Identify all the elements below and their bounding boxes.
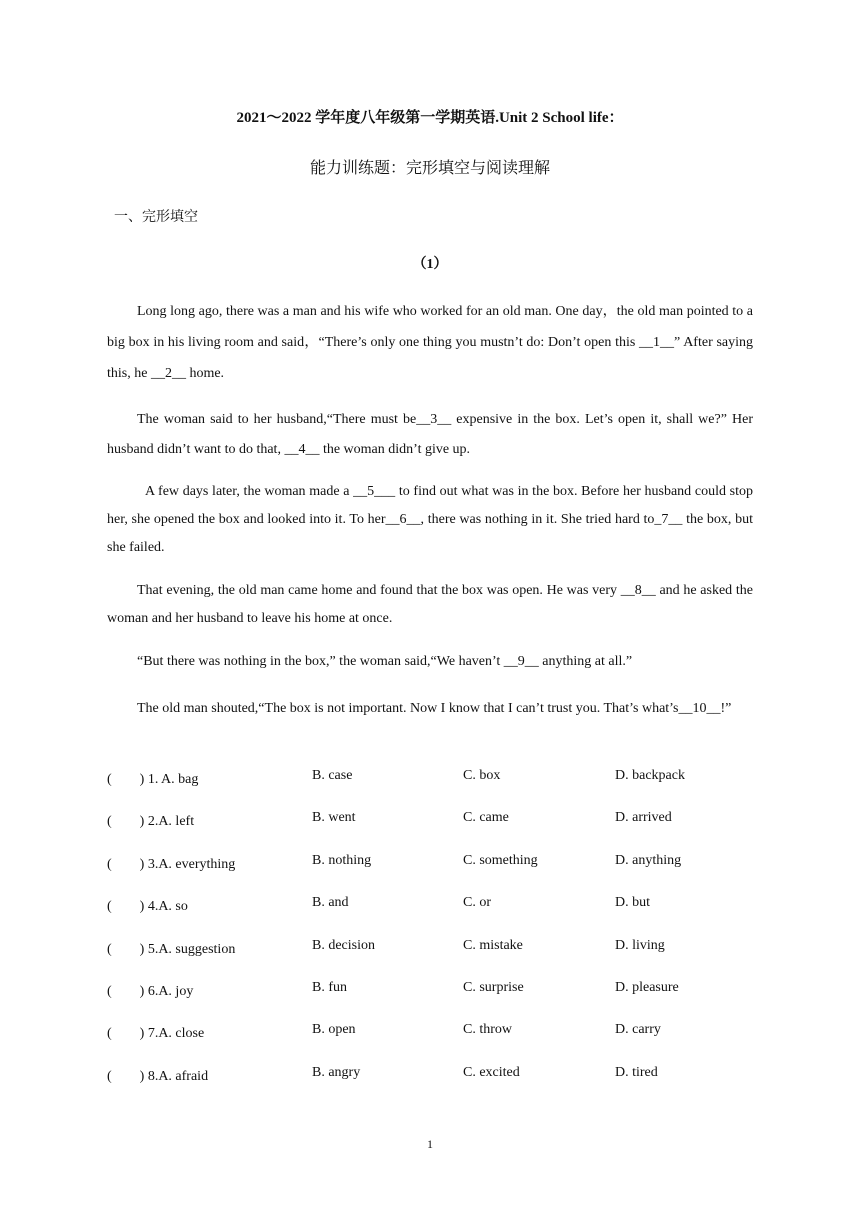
option-b: B. open	[312, 1022, 356, 1038]
option-a: ( ) 6.A. joy	[107, 983, 194, 999]
option-d: D. carry	[615, 1022, 661, 1038]
question-row	[107, 810, 753, 852]
option-c: C. excited	[463, 1064, 520, 1080]
option-d: D. pleasure	[615, 979, 679, 995]
question-row	[107, 895, 753, 937]
question-list	[107, 768, 753, 1107]
option-a: ( ) 2.A. left	[107, 814, 195, 830]
document-title: 2021～2022 学年度八年级第一学期英语.Unit 2 School life：	[236, 110, 624, 126]
question-row	[107, 980, 753, 1022]
option-c: C. something	[463, 852, 538, 868]
paragraph: A few days later, the woman made a __5___ to find out what was in the box. Before her husband could stop her, she opened the box and looked into it. To her__6__, there was nothing in it. She tried hard to_7__ the box, but she failed.	[107, 484, 753, 555]
option-b: B. and	[312, 895, 349, 911]
question-row	[107, 1065, 753, 1107]
option-c: C. box	[463, 768, 501, 783]
question-row	[107, 853, 753, 895]
question-row	[107, 1022, 753, 1064]
option-d: D. tired	[615, 1064, 658, 1080]
option-b: B. angry	[312, 1064, 361, 1080]
option-b: B. case	[312, 768, 353, 783]
option-b: B. decision	[312, 937, 375, 953]
option-c: C. or	[463, 895, 491, 911]
paragraph: “But there was nothing in the box,” the woman said,“We haven’t __9__ anything at all.”	[137, 654, 633, 669]
paragraph: Long long ago, there was a man and his wife who worked for an old man. One day，the old man pointed to a big box in his living room and said，“There’s only one thing you mustn’t do: Don’t open this __1__” After saying this, he __2__ home.	[107, 304, 753, 381]
option-c: C. came	[463, 810, 509, 826]
option-d: D. anything	[615, 852, 682, 868]
option-a: ( ) 7.A. close	[107, 1026, 205, 1042]
option-b: B. fun	[312, 979, 347, 995]
option-d: D. backpack	[615, 768, 685, 783]
page-number: 1	[427, 1137, 433, 1151]
option-b: B. went	[312, 810, 356, 826]
passage-number: （1）	[412, 257, 448, 272]
option-a: ( ) 3.A. everything	[107, 856, 236, 872]
paragraph: The old man shouted,“The box is not important. Now I know that I can’t trust you. That’s what’s__10__!”	[137, 701, 732, 716]
option-c: C. mistake	[463, 937, 523, 953]
option-d: D. arrived	[615, 810, 672, 826]
option-a: ( ) 8.A. afraid	[107, 1068, 209, 1084]
option-c: C. surprise	[463, 979, 524, 995]
question-row	[107, 938, 753, 980]
question-row	[107, 768, 753, 810]
paragraph: The woman said to her husband,“There must be__3__ expensive in the box. Let’s open it, shall we?” Her husband didn’t want to do that, __4__ the woman didn’t give up.	[107, 412, 753, 457]
option-a: ( ) 1. A. bag	[107, 772, 199, 787]
paragraph: That evening, the old man came home and found that the box was open. He was very __8__ and he asked the woman and her husband to leave his home at once.	[107, 583, 753, 626]
option-c: C. throw	[463, 1022, 512, 1038]
option-d: D. living	[615, 937, 665, 953]
section-heading: 一、完形填空	[114, 209, 198, 225]
document-subtitle: 能力训练题：完形填空与阅读理解	[309, 158, 550, 177]
option-a: ( ) 4.A. so	[107, 899, 188, 915]
option-a: ( ) 5.A. suggestion	[107, 941, 236, 957]
option-b: B. nothing	[312, 852, 372, 868]
option-d: D. but	[615, 895, 650, 911]
